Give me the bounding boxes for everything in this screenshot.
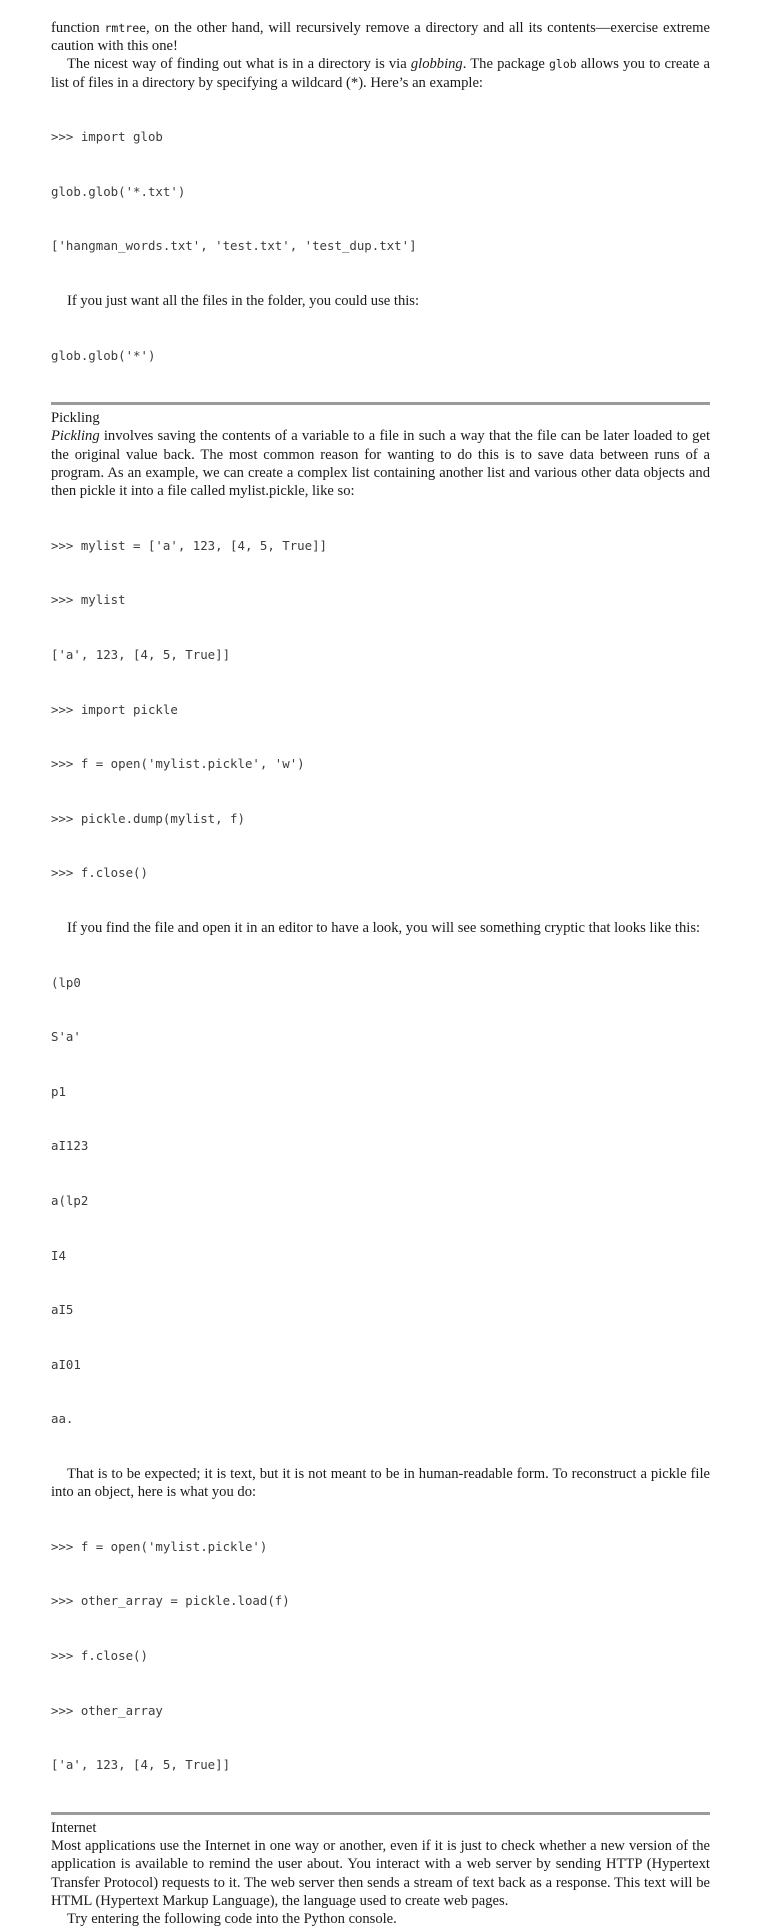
- code-line: p1: [51, 1083, 66, 1099]
- code-line: aa.: [51, 1411, 74, 1427]
- section-divider: [51, 402, 710, 405]
- pickling-emphasis: Pickling: [51, 428, 100, 445]
- all-files-paragraph: If you just want all the files in the folder, you could use this:: [67, 293, 420, 310]
- pickling-intro-paragraph: Pickling involves saving the contents of a variable to a file in such a way that the file can be later loaded to get the original value back. The most common reason for wanting to do this is to save data between runs of a program. As an example, we can create a complex list containing another list and various other data objects and then pickle it into a file called mylist.pickle, like so:: [51, 428, 710, 500]
- pickle-file-contents-block: [51, 937, 710, 1465]
- code-line: aI5: [51, 1302, 74, 1318]
- glob-all-code-block: [51, 310, 710, 401]
- pickling-heading: Pickling: [51, 410, 100, 427]
- code-line: >>> other_array: [51, 1702, 163, 1718]
- glob-inline-code: glob: [549, 57, 577, 72]
- code-line: >>> other_array = pickle.load(f): [51, 1593, 290, 1609]
- code-line: aI01: [51, 1356, 81, 1372]
- code-line: aI123: [51, 1138, 89, 1154]
- code-line: a(lp2: [51, 1193, 89, 1208]
- pickle-dump-code-block: [51, 500, 710, 919]
- glob-paragraph: The nicest way of finding out what is in a directory is via globbing. The package glob allows you to create a list of files in a directory by specifying a wildcard (*). Here’s an example:: [51, 56, 710, 91]
- code-line: (lp0: [51, 974, 81, 990]
- code-line: >>> f.close(): [51, 865, 148, 881]
- internet-heading: Internet: [51, 1819, 97, 1836]
- code-line: ['hangman_words.txt', 'test.txt', 'test_dup.txt']: [51, 238, 417, 254]
- code-line: I4: [51, 1247, 66, 1263]
- code-line: S'a': [51, 1029, 81, 1045]
- document-page: [51, 19, 710, 1928]
- code-line: >>> import glob: [51, 129, 163, 145]
- code-line: glob.glob('*'): [51, 347, 156, 363]
- reconstruct-paragraph: That is to be expected; it is text, but it is not meant to be in human-readable form. To reconstruct a pickle file into an object, here is what you do:: [51, 1466, 710, 1501]
- rmtree-paragraph: function rmtree, on the other hand, will recursively remove a directory and all its contents—exercise extreme caution with this one!: [51, 20, 710, 55]
- code-line: >>> f = open('mylist.pickle'): [51, 1538, 268, 1554]
- code-line: >>> mylist = ['a', 123, [4, 5, True]]: [51, 537, 328, 553]
- pickle-load-code-block: [51, 1501, 710, 1810]
- code-line: >>> f = open('mylist.pickle', 'w'): [51, 756, 305, 772]
- glob-code-block: [51, 92, 710, 292]
- try-code-paragraph: Try entering the following code into the Python console.: [67, 1910, 397, 1927]
- cryptic-file-paragraph: If you find the file and open it in an editor to have a look, you will see something cryptic that looks like this:: [67, 919, 701, 936]
- code-line: glob.glob('*.txt'): [51, 183, 186, 199]
- rmtree-inline-code: rmtree: [104, 21, 147, 35]
- code-line: ['a', 123, [4, 5, True]]: [51, 646, 231, 662]
- code-line: ['a', 123, [4, 5, True]]: [51, 1757, 231, 1773]
- section-divider: [51, 1812, 710, 1815]
- glob-emphasis: globbing: [410, 56, 463, 73]
- code-line: >>> f.close(): [51, 1648, 148, 1664]
- internet-paragraph: Most applications use the Internet in one way or another, even if it is just to check whether a new version of the application is available to remind the user about. You interact with a web server by sending HTTP (Hypertext Transfer Protocol) requests to it. The web server then sends a stream of text back as a response. This text will be HTML (Hypertext Markup Language), the language used to create web pages.: [51, 1838, 710, 1909]
- code-line: >>> pickle.dump(mylist, f): [51, 810, 245, 826]
- code-line: >>> import pickle: [51, 701, 178, 717]
- code-line: >>> mylist: [51, 592, 126, 608]
